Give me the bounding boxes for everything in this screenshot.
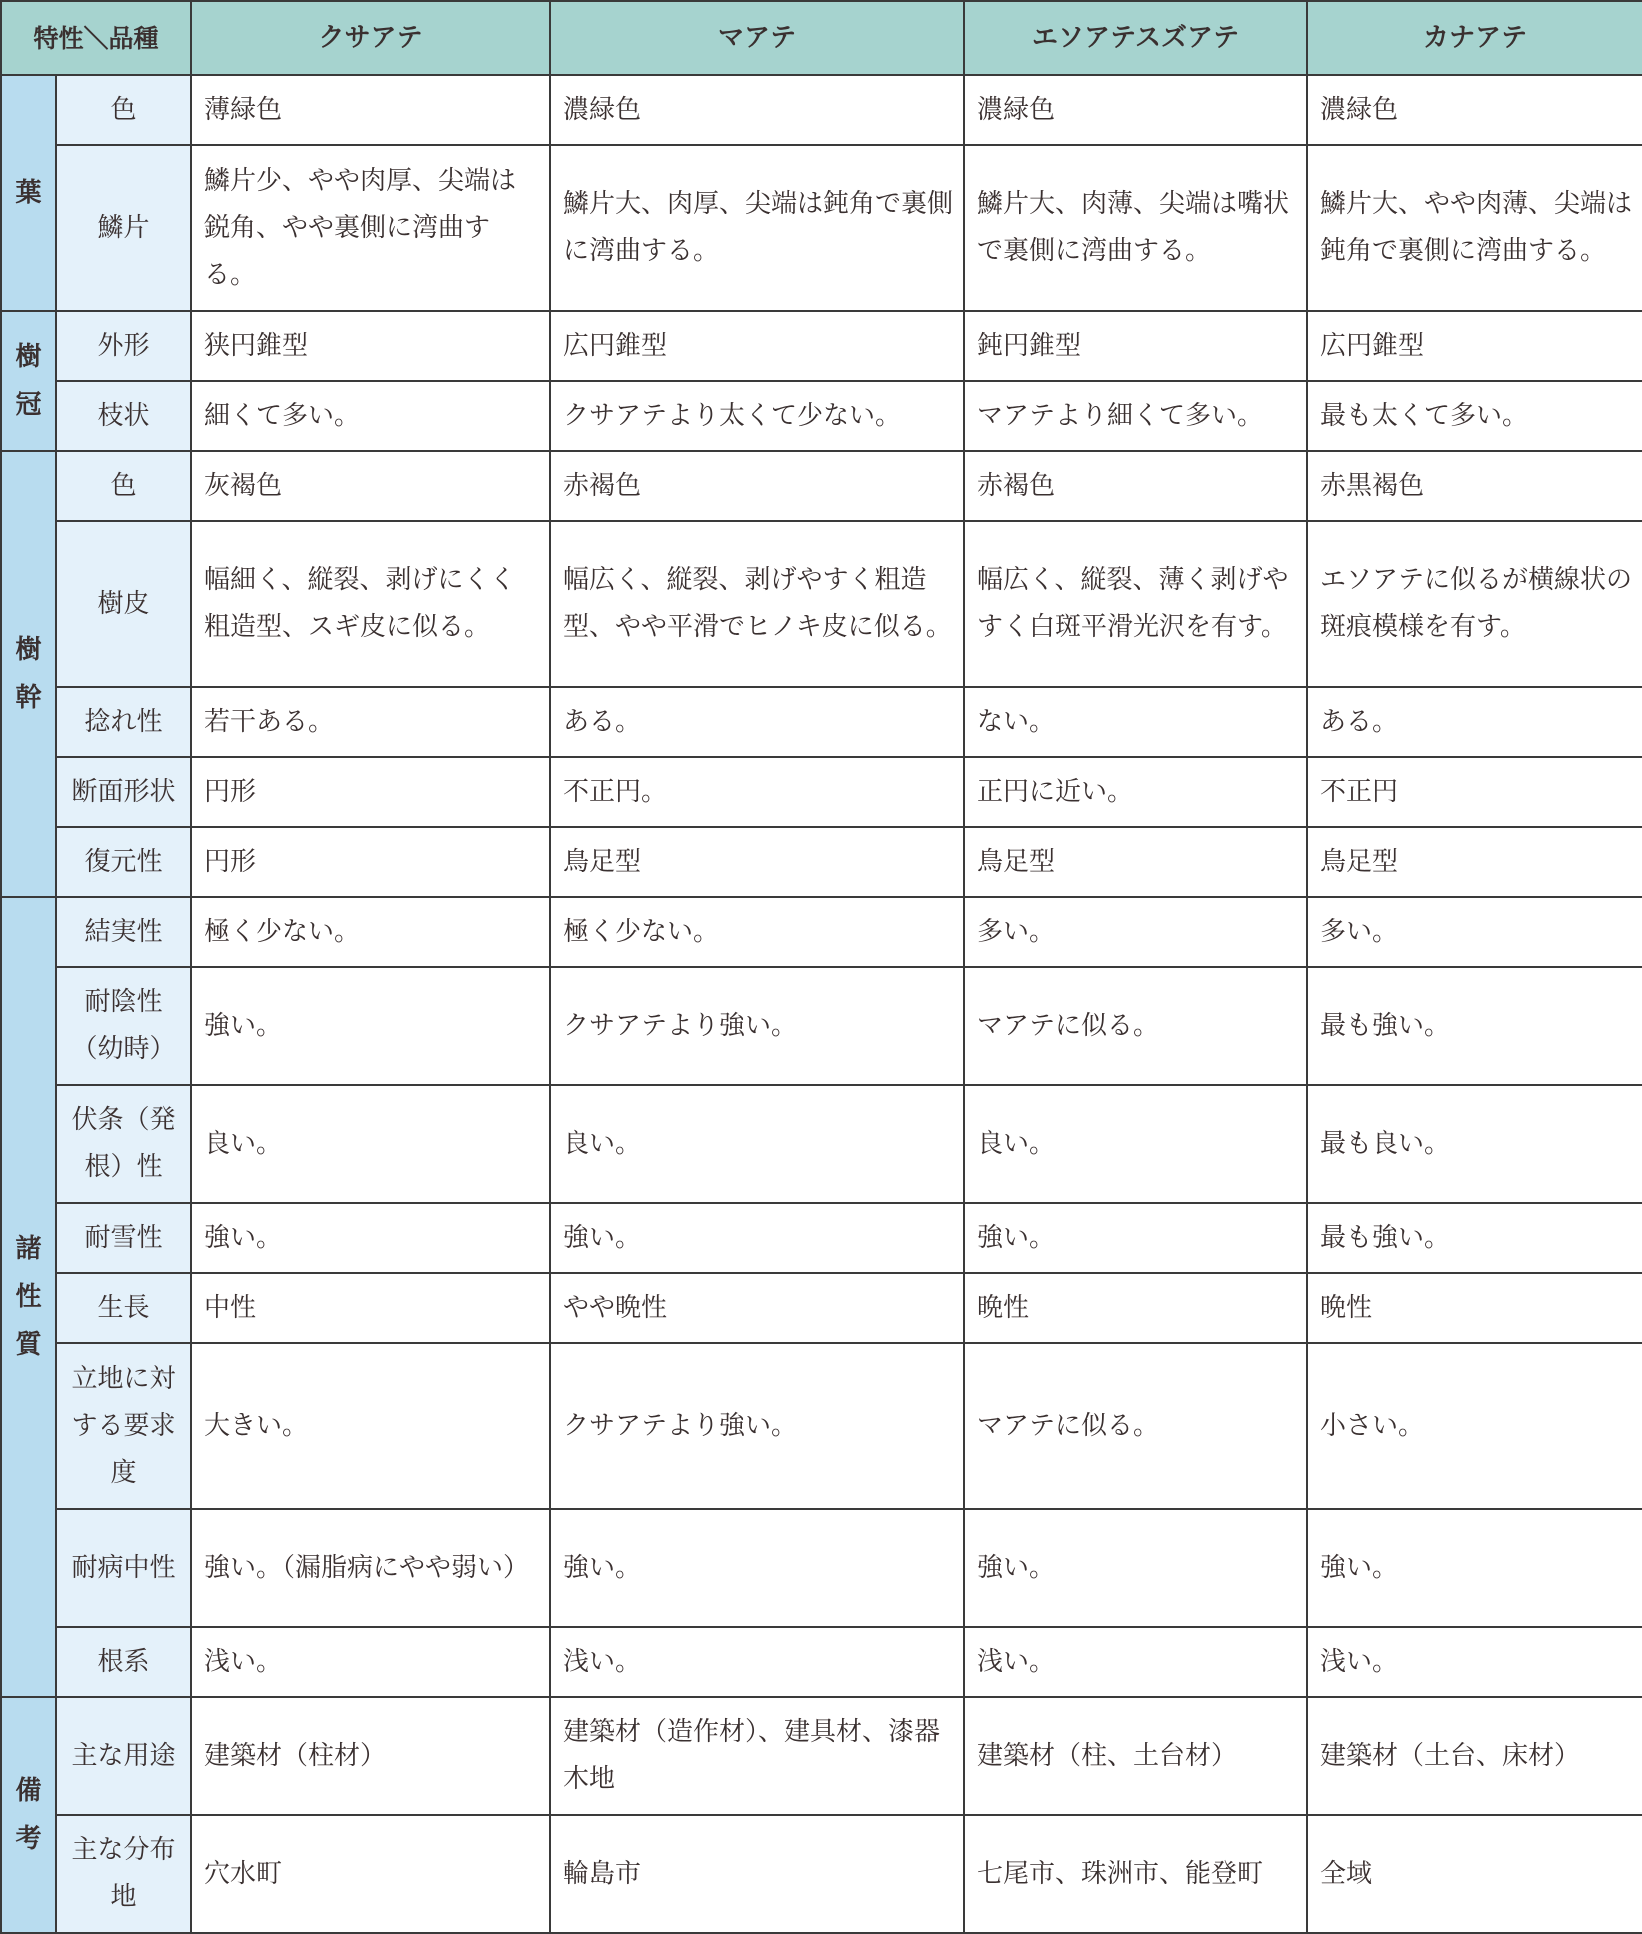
table-cell: 強い。 (550, 1203, 964, 1273)
table-cell: 正円に近い。 (964, 757, 1307, 827)
table-cell: やや晩性 (550, 1273, 964, 1343)
category-crown (1, 311, 56, 451)
category-char: 葉 (15, 178, 42, 208)
table-cell: 赤褐色 (550, 451, 964, 521)
table-cell: 建築材（柱、土台材） (964, 1697, 1307, 1815)
table-row (1, 1697, 1642, 1815)
table-cell: 広円錐型 (550, 311, 964, 381)
table-cell: 鳥足型 (1307, 827, 1642, 897)
table-cell: 濃緑色 (550, 75, 964, 145)
table-cell: 鱗片大、肉厚、尖端は鈍角で裏側に湾曲する。 (550, 145, 964, 311)
table-cell: 強い。 (1307, 1509, 1642, 1627)
table-cell: 極く少ない。 (191, 897, 550, 967)
table-cell: 狭円錐型 (191, 311, 550, 381)
table-cell: マアテに似る。 (964, 967, 1307, 1085)
table-cell: 建築材（造作材）、建具材、漆器木地 (550, 1697, 964, 1815)
table-row (1, 1815, 1642, 1933)
table-cell: マアテより細くて多い。 (964, 381, 1307, 451)
table-cell: クサアテより強い。 (550, 1343, 964, 1509)
table-row (1, 311, 1642, 381)
table-cell: 鱗片大、肉薄、尖端は嘴状で裏側に湾曲する。 (964, 145, 1307, 311)
table-cell: 幅広く、縦裂、剥げやすく粗造型、やや平滑でヒノキ皮に似る。 (550, 521, 964, 687)
table-cell: 建築材（土台、床材） (1307, 1697, 1642, 1815)
table-row (1, 521, 1642, 687)
table-cell: 細くて多い。 (191, 381, 550, 451)
table-cell: 良い。 (191, 1085, 550, 1203)
species-header-maate: マアテ (550, 1, 964, 75)
table-cell: 赤黒褐色 (1307, 451, 1642, 521)
table-row (1, 1343, 1642, 1509)
table-cell: 最も強い。 (1307, 1203, 1642, 1273)
table-row (1, 381, 1642, 451)
row-label: 外形 (56, 311, 191, 381)
row-label: 鱗片 (56, 145, 191, 311)
table-cell: クサアテより太くて少ない。 (550, 381, 964, 451)
table-row (1, 75, 1642, 145)
table-cell: 最も太くて多い。 (1307, 381, 1642, 451)
category-char: 質 (15, 1330, 42, 1360)
table-cell: 浅い。 (1307, 1627, 1642, 1697)
category-char: 性 (15, 1282, 42, 1312)
table-cell: 大きい。 (191, 1343, 550, 1509)
row-label: 色 (56, 451, 191, 521)
table-cell: ある。 (550, 687, 964, 757)
category-trunk (1, 451, 56, 897)
table-cell: 円形 (191, 757, 550, 827)
row-label: 立地に対 する要求 度 (56, 1343, 191, 1509)
row-label: 伏条（発 根）性 (56, 1085, 191, 1203)
table-row (1, 967, 1642, 1085)
table-cell: ない。 (964, 687, 1307, 757)
table-row (1, 687, 1642, 757)
table-cell: 鱗片少、やや肉厚、尖端は鋭角、やや裏側に湾曲する。 (191, 145, 550, 311)
category-leaf (1, 75, 56, 311)
table-cell: 浅い。 (550, 1627, 964, 1697)
table-cell: 強い。 (964, 1203, 1307, 1273)
table-cell: 多い。 (1307, 897, 1642, 967)
category-char: 幹 (15, 683, 42, 713)
row-label: 結実性 (56, 897, 191, 967)
table-row (1, 1085, 1642, 1203)
table-row (1, 145, 1642, 311)
row-label: 捻れ性 (56, 687, 191, 757)
row-label: 復元性 (56, 827, 191, 897)
table-cell: 強い。 (191, 1203, 550, 1273)
category-char: 冠 (15, 390, 42, 420)
table-cell: ある。 (1307, 687, 1642, 757)
table-row (1, 757, 1642, 827)
table-cell: 建築材（柱材） (191, 1697, 550, 1815)
table-cell: クサアテより強い。 (550, 967, 964, 1085)
species-header-kusaate: クサアテ (191, 1, 550, 75)
category-char: 樹 (15, 342, 42, 372)
table-row (1, 1273, 1642, 1343)
table-cell: 強い。（漏脂病にやや弱い） (191, 1509, 550, 1627)
table-cell: 強い。 (550, 1509, 964, 1627)
row-label: 色 (56, 75, 191, 145)
table-row (1, 897, 1642, 967)
table-cell: 浅い。 (191, 1627, 550, 1697)
row-label: 根系 (56, 1627, 191, 1697)
table-cell: 最も強い。 (1307, 967, 1642, 1085)
table-cell: 晩性 (1307, 1273, 1642, 1343)
table-cell: 薄緑色 (191, 75, 550, 145)
table-row (1, 827, 1642, 897)
table-row (1, 1203, 1642, 1273)
category-char: 考 (15, 1824, 42, 1854)
category-char: 樹 (15, 635, 42, 665)
table-cell: 鳥足型 (550, 827, 964, 897)
table-cell: 幅広く、縦裂、薄く剥げやすく白斑平滑光沢を有す。 (964, 521, 1307, 687)
species-header-esoate: エソアテスズアテ (964, 1, 1307, 75)
corner-header: 特性＼品種 (1, 1, 191, 75)
table-cell: 幅細く、縦裂、剥げにくく粗造型、スギ皮に似る。 (191, 521, 550, 687)
table-cell: 円形 (191, 827, 550, 897)
category-properties (1, 897, 56, 1697)
table-cell: 良い。 (964, 1085, 1307, 1203)
table-cell: 強い。 (191, 967, 550, 1085)
table-cell: 鳥足型 (964, 827, 1307, 897)
header-row (1, 1, 1642, 75)
row-label: 生長 (56, 1273, 191, 1343)
table-cell: 濃緑色 (964, 75, 1307, 145)
table-cell: 良い。 (550, 1085, 964, 1203)
table-cell: 若干ある。 (191, 687, 550, 757)
table-cell: マアテに似る。 (964, 1343, 1307, 1509)
table-cell: エソアテに似るが横線状の斑痕模様を有す。 (1307, 521, 1642, 687)
table-cell: 穴水町 (191, 1815, 550, 1933)
species-header-kanaate: カナアテ (1307, 1, 1642, 75)
table-cell: 灰褐色 (191, 451, 550, 521)
table-cell: 輪島市 (550, 1815, 964, 1933)
table-cell: 不正円。 (550, 757, 964, 827)
row-label: 耐雪性 (56, 1203, 191, 1273)
row-label: 主な用途 (56, 1697, 191, 1815)
row-label: 耐病中性 (56, 1509, 191, 1627)
table-cell: 強い。 (964, 1509, 1307, 1627)
category-notes (1, 1697, 56, 1933)
category-char: 諸 (15, 1234, 42, 1264)
table-cell: 赤褐色 (964, 451, 1307, 521)
table-cell: 全域 (1307, 1815, 1642, 1933)
table-cell: 鱗片大、やや肉薄、尖端は鈍角で裏側に湾曲する。 (1307, 145, 1642, 311)
table-cell: 中性 (191, 1273, 550, 1343)
table-row (1, 451, 1642, 521)
row-label: 主な分布 地 (56, 1815, 191, 1933)
row-label: 断面形状 (56, 757, 191, 827)
row-label: 樹皮 (56, 521, 191, 687)
table-row (1, 1509, 1642, 1627)
category-char: 備 (15, 1776, 42, 1806)
row-label: 枝状 (56, 381, 191, 451)
table-cell: 鈍円錐型 (964, 311, 1307, 381)
table-cell: 晩性 (964, 1273, 1307, 1343)
table-cell: 濃緑色 (1307, 75, 1642, 145)
table-cell: 浅い。 (964, 1627, 1307, 1697)
row-label: 耐陰性 （幼時） (56, 967, 191, 1085)
table-cell: 極く少ない。 (550, 897, 964, 967)
table-cell: 最も良い。 (1307, 1085, 1642, 1203)
table-cell: 小さい。 (1307, 1343, 1642, 1509)
table-row (1, 1627, 1642, 1697)
table-cell: 不正円 (1307, 757, 1642, 827)
table-cell: 七尾市、珠洲市、能登町 (964, 1815, 1307, 1933)
table-cell: 多い。 (964, 897, 1307, 967)
table-cell: 広円錐型 (1307, 311, 1642, 381)
